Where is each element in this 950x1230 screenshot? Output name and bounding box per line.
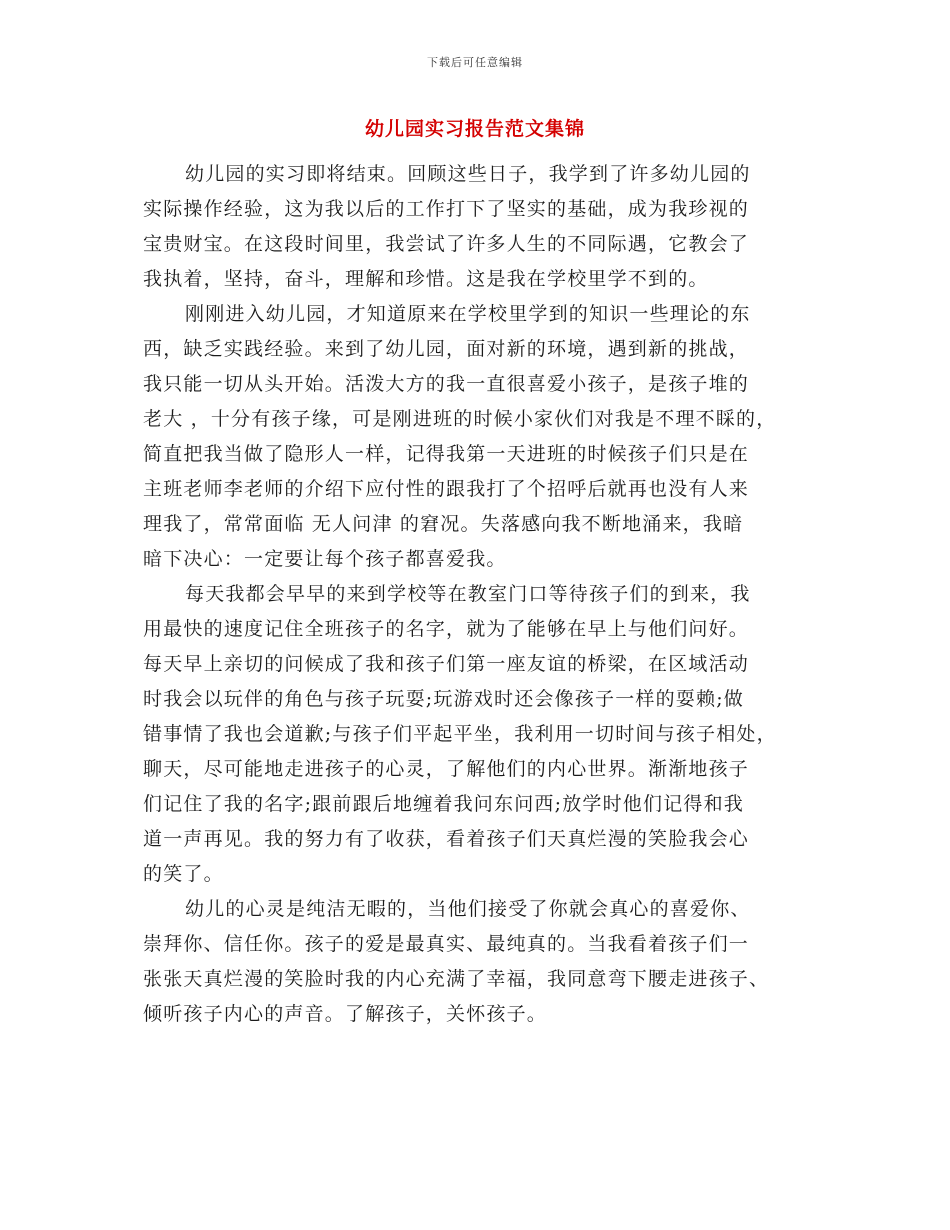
text-line: 刚刚进入幼儿园，才知道原来在学校里学到的知识一些理论的东 [185,303,751,325]
paragraph [143,297,823,577]
document-title: 幼儿园实习报告范文集锦 [364,118,585,140]
text-line: 每天我都会早早的来到学校等在教室门口等待孩子们的到来，我 [185,583,751,605]
text-line: 理我了，常常面临 无人问津 的窘况。失落感向我不断地涌来，我暗 [143,513,744,535]
text-line: 我只能一切从头开始。活泼大方的我一直很喜爱小孩子，是孩子堆的 [143,373,750,395]
text-line: 简直把我当做了隐形人一样，记得我第一天进班的时候孩子们只是在 [143,443,750,465]
paragraph [143,892,823,1032]
text-line: 我执着，坚持，奋斗，理解和珍惜。这是我在学校里学不到的。 [143,268,709,290]
text-line: 错事情了我也会道歉;与孩子们平起平坐，我利用一切时间与孩子相处， [143,723,777,745]
header-note: 下载后可任意编辑 [427,56,523,69]
document-body [143,157,823,1032]
text-line: 暗下决心：一定要让每个孩子都喜爱我。 [143,548,507,570]
text-line: 幼儿的心灵是纯洁无暇的，当他们接受了你就会真心的喜爱你、 [185,898,751,920]
text-line: 聊天，尽可能地走进孩子的心灵，了解他们的内心世界。渐渐地孩子 [143,758,750,780]
text-line: 的笑了。 [143,863,224,885]
paragraph [143,157,823,297]
text-line: 张张天真烂漫的笑脸时我的内心充满了幸福，我同意弯下腰走进孩子、 [143,968,770,990]
text-line: 倾听孩子内心的声音。了解孩子，关怀孩子。 [143,1003,548,1025]
text-line: 实际操作经验，这为我以后的工作打下了坚实的基础，成为我珍视的 [143,198,750,220]
text-line: 主班老师李老师的介绍下应付性的跟我打了个招呼后就再也没有人来 [143,478,750,500]
text-line: 时我会以玩伴的角色与孩子玩耍;玩游戏时还会像孩子一样的耍赖;做 [143,688,745,710]
paragraph [143,577,823,892]
text-line: 西，缺乏实践经验。来到了幼儿园，面对新的环境，遇到新的挑战， [143,338,750,360]
text-line: 幼儿园的实习即将结束。回顾这些日子，我学到了许多幼儿园的 [185,163,751,185]
text-line: 用最快的速度记住全班孩子的名字，就为了能够在早上与他们问好。 [143,618,750,640]
text-line: 们记住了我的名字;跟前跟后地缠着我问东问西;放学时他们记得和我 [143,793,745,815]
text-line: 道一声再见。我的努力有了收获，看着孩子们天真烂漫的笑脸我会心 [143,828,750,850]
text-line: 每天早上亲切的问候成了我和孩子们第一座友谊的桥梁，在区域活动 [143,653,750,675]
text-line: 宝贵财宝。在这段时间里，我尝试了许多人生的不同际遇，它教会了 [143,233,750,255]
text-line: 崇拜你、信任你。孩子的爱是最真实、最纯真的。当我看着孩子们一 [143,933,750,955]
text-line: 老大 ，十分有孩子缘，可是刚进班的时候小家伙们对我是不理不睬的， [143,408,777,430]
